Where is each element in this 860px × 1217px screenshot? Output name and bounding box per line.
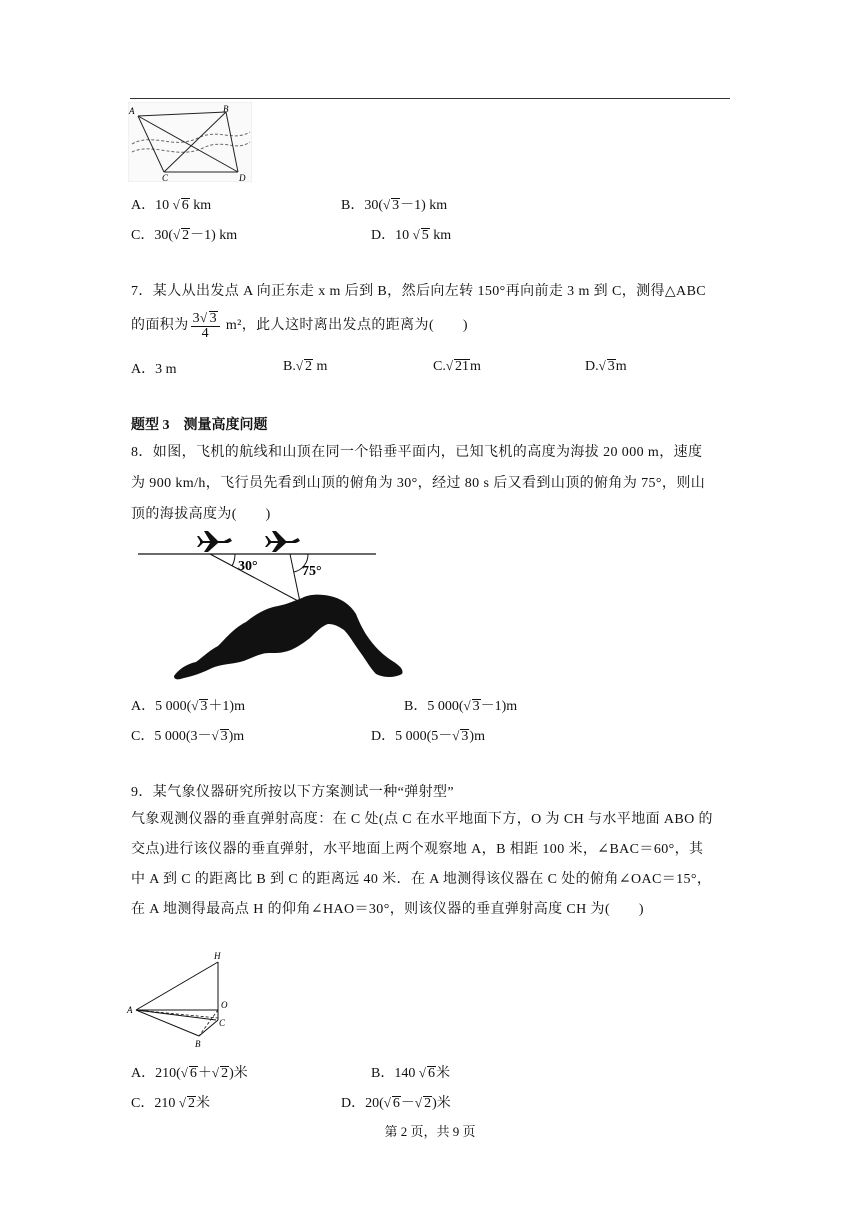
q9-option-b: B．140 √ 6米: [371, 1065, 450, 1081]
q8-line-3: 顶的海拔高度为( ): [131, 507, 271, 522]
q7-option-b: B.√ 2 m: [283, 358, 328, 374]
q8-option-c: C．5 000(3－√ 3)m: [131, 728, 245, 744]
header-rule: [130, 98, 730, 99]
fig6-label-a: A: [129, 106, 135, 116]
q8-line-1: 8．如图，飞机的航线和山顶在同一个铅垂平面内，已知飞机的高度为海拔 20 000 m，速度: [131, 445, 703, 460]
fig6-label-b: B: [223, 104, 229, 114]
q9-line-3: 交点)进行该仪器的垂直弹射，水平地面上两个观察地 A，B 相距 100 米，∠BAC＝60°，其: [131, 842, 704, 857]
airplane-mountain-figure: [138, 528, 408, 684]
angle-75-label: 75°: [302, 564, 322, 579]
q9-line-2: 气象观测仪器的垂直弹射高度：在 C 处(点 C 在水平地面下方，O 为 CH 与水平地面 ABO 的: [131, 812, 713, 827]
river-figure: [128, 102, 252, 182]
fig9-label-a: A: [127, 1005, 133, 1015]
fig9-label-o: O: [221, 1000, 228, 1010]
fig6-label-d: D: [239, 173, 246, 182]
q9-line-4: 中 A 到 C 的距离比 B 到 C 的距离远 40 米．在 A 地测得该仪器在 C 处的俯角∠OAC＝15°，: [131, 872, 712, 887]
fig6-label-c: C: [162, 173, 169, 182]
q9-line-1: 9．某气象仪器研究所按以下方案测试一种“弹射型”: [131, 785, 455, 800]
q6-option-d: D．10 √ 5 km: [371, 227, 452, 243]
q7-option-d: D.√ 3m: [585, 358, 627, 374]
q9-line-5: 在 A 地测得最高点 H 的仰角∠HAO＝30°，则该仪器的垂直弹射高度 CH 为( ): [131, 902, 644, 917]
airplane-icon-1: [197, 531, 232, 552]
airplane-icon-2: [265, 531, 300, 552]
page-footer: 第 2 页，共 9 页: [384, 1124, 476, 1139]
mountain-silhouette: [174, 595, 403, 680]
q8-line-2: 为 900 km/h，飞行员先看到山顶的俯角为 30°，经过 80 s 后又看到山顶的俯角为 75°，则山: [131, 476, 706, 491]
q7-line-1: 7．某人从出发点 A 向正东走 x m 后到 B，然后向左转 150°再向前走 3 m 到 C，测得△ABC: [131, 284, 707, 299]
fig9-label-c: C: [219, 1018, 226, 1028]
area-fraction: $\frac{3√ 3}{4}$: [191, 311, 220, 341]
q6-option-c: C．30(√ 2－1) km: [131, 227, 238, 243]
q9-option-c: C．210 √ 2米: [131, 1095, 210, 1111]
q6-option-b: B．30(√ 3－1) km: [341, 197, 448, 213]
q8-option-d: D．5 000(5－√ 3)m: [371, 728, 485, 744]
q9-option-d: D．20(√ 6－√ 2)米: [341, 1095, 451, 1111]
q7-option-c: C.√ 21m: [433, 358, 481, 374]
q8-option-a: A．5 000(√ 3＋1)m: [131, 698, 245, 714]
q8-option-b: B．5 000(√ 3－1)m: [404, 698, 518, 714]
fig9-label-h: H: [214, 951, 221, 961]
section-title: 题型 3 测量高度问题: [131, 418, 268, 433]
fig9-label-b: B: [195, 1039, 201, 1049]
q7-option-a: A．3 m: [131, 362, 177, 377]
q6-option-a: A．10 √ 6 km: [131, 197, 212, 213]
height-measure-figure: [126, 948, 246, 1054]
q7-line-2: 的面积为 $\frac{3√ 3}{4}$ m²，此人这时离出发点的距离为( ): [131, 310, 468, 341]
q9-option-a: A．210(√ 6＋√ 2)米: [131, 1065, 248, 1081]
angle-30-label: 30°: [238, 559, 258, 574]
